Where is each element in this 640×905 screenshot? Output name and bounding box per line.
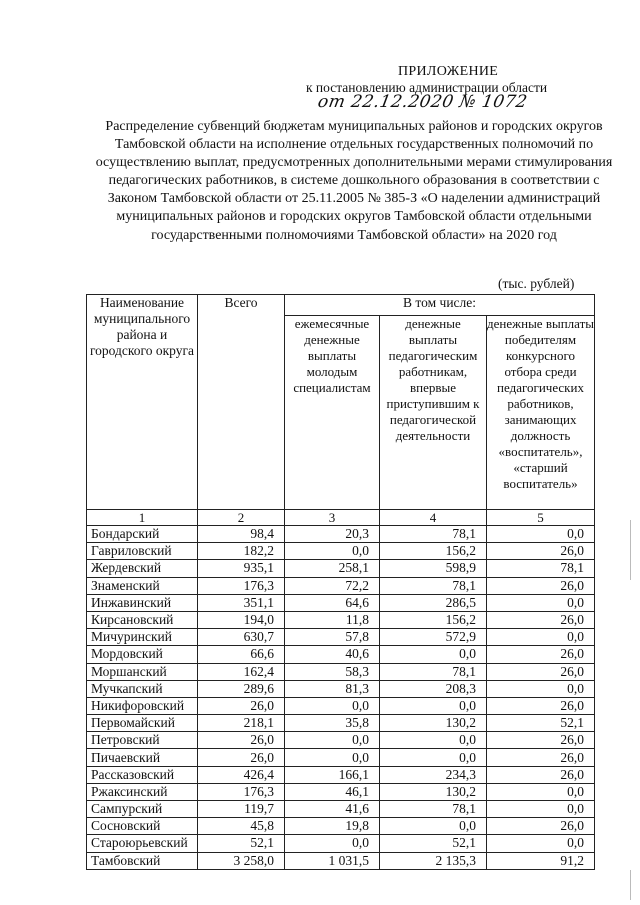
table-row <box>87 680 595 697</box>
table-row <box>87 594 595 611</box>
units-label: (тыс. рублей) <box>498 276 575 291</box>
table-row <box>87 543 595 560</box>
young-specialists-value: 11,8 <box>285 611 380 628</box>
competition-winners-value: 26,0 <box>487 543 595 560</box>
competition-winners-value: 0,0 <box>487 594 595 611</box>
total-value: 176,3 <box>198 783 285 800</box>
district-name: Рассказовский <box>87 766 198 783</box>
first-time-teachers-value: 78,1 <box>380 801 487 818</box>
total-value: 426,4 <box>198 766 285 783</box>
total-value: 630,7 <box>198 629 285 646</box>
first-time-teachers-value: 78,1 <box>380 663 487 680</box>
district-name: Петровский <box>87 732 198 749</box>
first-time-teachers-value: 78,1 <box>380 577 487 594</box>
district-name: Моршанский <box>87 663 198 680</box>
competition-winners-value: 91,2 <box>487 852 595 869</box>
first-time-teachers-value: 156,2 <box>380 611 487 628</box>
first-time-teachers-value: 0,0 <box>380 697 487 714</box>
district-name: Мордовский <box>87 646 198 663</box>
competition-winners-value: 0,0 <box>487 526 595 543</box>
young-specialists-value: 0,0 <box>285 697 380 714</box>
total-value: 52,1 <box>198 835 285 852</box>
young-specialists-value: 0,0 <box>285 749 380 766</box>
competition-winners-value: 26,0 <box>487 697 595 714</box>
first-time-teachers-value: 130,2 <box>380 715 487 732</box>
first-time-teachers-value: 78,1 <box>380 526 487 543</box>
table-row <box>87 835 595 852</box>
column-number: 2 <box>198 510 285 526</box>
competition-winners-value: 26,0 <box>487 766 595 783</box>
young-specialists-value: 40,6 <box>285 646 380 663</box>
district-name: Пичаевский <box>87 749 198 766</box>
table-row <box>87 646 595 663</box>
total-value: 218,1 <box>198 715 285 732</box>
competition-winners-value: 26,0 <box>487 732 595 749</box>
table-row <box>87 560 595 577</box>
total-value: 119,7 <box>198 801 285 818</box>
district-name: Сампурский <box>87 801 198 818</box>
young-specialists-value: 166,1 <box>285 766 380 783</box>
total-value: 162,4 <box>198 663 285 680</box>
appendix-title: ПРИЛОЖЕНИЕ <box>398 64 499 79</box>
competition-winners-value: 26,0 <box>487 646 595 663</box>
district-name: Знаменский <box>87 577 198 594</box>
header-total-column: Всего <box>198 295 285 510</box>
competition-winners-value: 0,0 <box>487 835 595 852</box>
total-value: 176,3 <box>198 577 285 594</box>
total-value: 26,0 <box>198 749 285 766</box>
first-time-teachers-value: 598,9 <box>380 560 487 577</box>
first-time-teachers-value: 234,3 <box>380 766 487 783</box>
young-specialists-value: 41,6 <box>285 801 380 818</box>
young-specialists-value: 20,3 <box>285 526 380 543</box>
competition-winners-value: 26,0 <box>487 611 595 628</box>
young-specialists-value: 0,0 <box>285 835 380 852</box>
first-time-teachers-value: 52,1 <box>380 835 487 852</box>
column-number: 5 <box>487 510 595 526</box>
competition-winners-value: 0,0 <box>487 629 595 646</box>
column-number: 3 <box>285 510 380 526</box>
appendix-reference: к постановлению администрации области <box>306 80 548 95</box>
district-name: Жердевский <box>87 560 198 577</box>
scan-edge-mark <box>630 520 631 580</box>
first-time-teachers-value: 286,5 <box>380 594 487 611</box>
young-specialists-value: 1 031,5 <box>285 852 380 869</box>
competition-winners-value: 0,0 <box>487 801 595 818</box>
table-row <box>87 663 595 680</box>
competition-winners-value: 26,0 <box>487 749 595 766</box>
district-name: Тамбовский <box>87 852 198 869</box>
first-time-teachers-value: 0,0 <box>380 646 487 663</box>
table-row <box>87 611 595 628</box>
total-value: 26,0 <box>198 732 285 749</box>
young-specialists-value: 58,3 <box>285 663 380 680</box>
total-value: 45,8 <box>198 818 285 835</box>
header-competition-winners: денежные выплаты победителям конкурсного отбора среди педагогических работников, занимающих должность «воспитатель», «старший воспитатель» <box>487 316 595 510</box>
table-row <box>87 577 595 594</box>
document-title: Распределение субвенций бюджетам муниципальных районов и городских округов Тамбовской области на исполнение отдельных государственных полномочий по осуществлению выплат, предусмотренных дополнительными мерами стимулирования педагогических работников, в системе дошкольного образования в соответствии с Законом Тамбовской области от 25.11.2005 № 385-З «О наделении администраций муниципальных районов и городских округов Тамбовской области отдельными государственными полномочиями Тамбовской области» на 2020 год <box>95 119 613 243</box>
table-row <box>87 697 595 714</box>
district-name: Первомайский <box>87 715 198 732</box>
district-name: Сосновский <box>87 818 198 835</box>
young-specialists-value: 46,1 <box>285 783 380 800</box>
header-including: В том числе: <box>285 295 595 316</box>
competition-winners-value: 26,0 <box>487 818 595 835</box>
table-row <box>87 715 595 732</box>
subsidy-table <box>86 294 595 870</box>
district-name: Мичуринский <box>87 629 198 646</box>
first-time-teachers-value: 572,9 <box>380 629 487 646</box>
column-number: 1 <box>87 510 198 526</box>
first-time-teachers-value: 0,0 <box>380 818 487 835</box>
total-value: 98,4 <box>198 526 285 543</box>
young-specialists-value: 0,0 <box>285 543 380 560</box>
table-row <box>87 526 595 543</box>
district-name: Инжавинский <box>87 594 198 611</box>
table-row <box>87 732 595 749</box>
table-row <box>87 749 595 766</box>
young-specialists-value: 258,1 <box>285 560 380 577</box>
table-row <box>87 818 595 835</box>
total-value: 289,6 <box>198 680 285 697</box>
young-specialists-value: 35,8 <box>285 715 380 732</box>
header-name-column: Наименование муниципального района и городского округа <box>87 295 198 510</box>
table-row <box>87 783 595 800</box>
total-value: 66,6 <box>198 646 285 663</box>
table-row <box>87 766 595 783</box>
total-value: 351,1 <box>198 594 285 611</box>
young-specialists-value: 64,6 <box>285 594 380 611</box>
young-specialists-value: 81,3 <box>285 680 380 697</box>
first-time-teachers-value: 2 135,3 <box>380 852 487 869</box>
total-value: 935,1 <box>198 560 285 577</box>
district-name: Гавриловский <box>87 543 198 560</box>
first-time-teachers-value: 130,2 <box>380 783 487 800</box>
total-value: 3 258,0 <box>198 852 285 869</box>
first-time-teachers-value: 208,3 <box>380 680 487 697</box>
district-name: Бондарский <box>87 526 198 543</box>
table-row <box>87 629 595 646</box>
young-specialists-value: 72,2 <box>285 577 380 594</box>
scan-edge-mark <box>630 870 631 900</box>
first-time-teachers-value: 0,0 <box>380 749 487 766</box>
competition-winners-value: 26,0 <box>487 663 595 680</box>
district-name: Кирсановский <box>87 611 198 628</box>
district-name: Староюрьевский <box>87 835 198 852</box>
young-specialists-value: 57,8 <box>285 629 380 646</box>
competition-winners-value: 52,1 <box>487 715 595 732</box>
header-young-specialists: ежемесячные денежные выплаты молодым специалистам <box>285 316 380 510</box>
total-value: 182,2 <box>198 543 285 560</box>
competition-winners-value: 78,1 <box>487 560 595 577</box>
handwritten-date-number: от 22.12.2020 № 1072 <box>316 92 530 112</box>
young-specialists-value: 19,8 <box>285 818 380 835</box>
district-name: Ржаксинский <box>87 783 198 800</box>
district-name: Никифоровский <box>87 697 198 714</box>
first-time-teachers-value: 0,0 <box>380 732 487 749</box>
total-value: 26,0 <box>198 697 285 714</box>
first-time-teachers-value: 156,2 <box>380 543 487 560</box>
total-value: 194,0 <box>198 611 285 628</box>
header-first-time-teachers: денежные выплаты педагогическим работникам, впервые приступившим к педагогической деятельности <box>380 316 487 510</box>
district-name: Мучкапский <box>87 680 198 697</box>
competition-winners-value: 26,0 <box>487 577 595 594</box>
table-row <box>87 801 595 818</box>
table-row <box>87 852 595 869</box>
competition-winners-value: 0,0 <box>487 680 595 697</box>
young-specialists-value: 0,0 <box>285 732 380 749</box>
competition-winners-value: 0,0 <box>487 783 595 800</box>
column-number: 4 <box>380 510 487 526</box>
